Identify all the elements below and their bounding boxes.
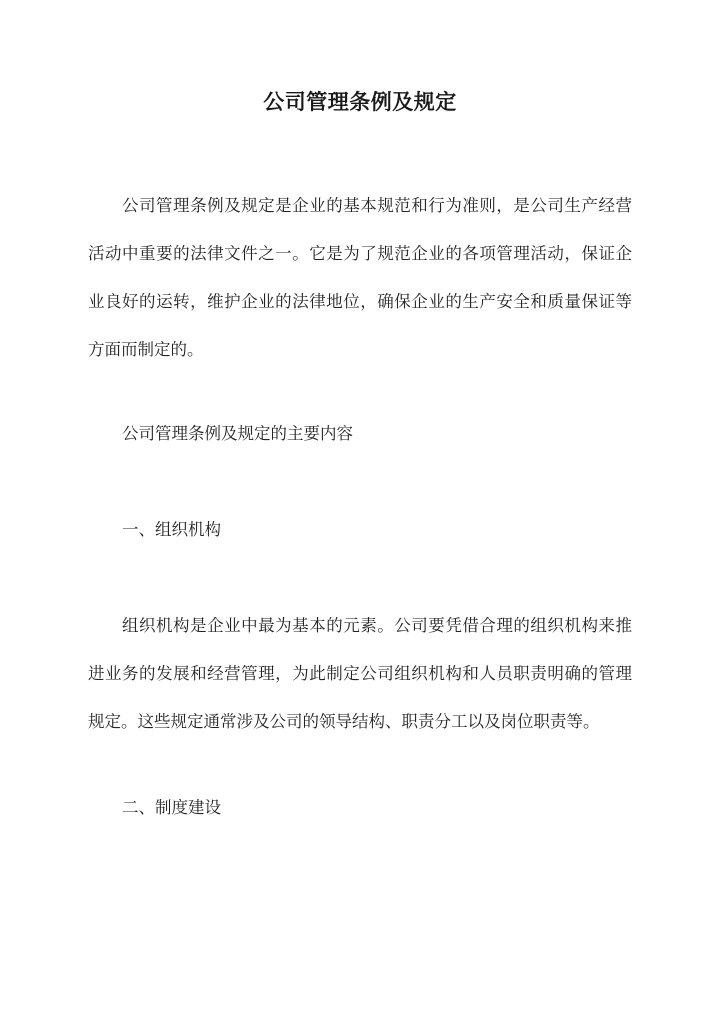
section-heading-system-building: 二、制度建设: [122, 798, 221, 817]
organization-paragraph: 组织机构是企业中最为基本的元素。公司要凭借合理的组织机构来推进业务的发展和经营管理，为此制定公司组织机构和人员职责明确的管理规定。这些规定通常涉及公司的领导结构、职责分工以及岗位职责等。: [88, 616, 632, 731]
section-heading-organization: 一、组织机构: [122, 520, 221, 539]
main-content-heading: 公司管理条例及规定的主要内容: [122, 424, 353, 443]
intro-paragraph: 公司管理条例及规定是企业的基本规范和行为准则，是公司生产经营活动中重要的法律文件之一。它是为了规范企业的各项管理活动，保证企业良好的运转，维护企业的法律地位，确保企业的生产安全和质量保证等方面而制定的。: [88, 196, 632, 359]
document-title: 公司管理条例及规定: [263, 89, 457, 114]
